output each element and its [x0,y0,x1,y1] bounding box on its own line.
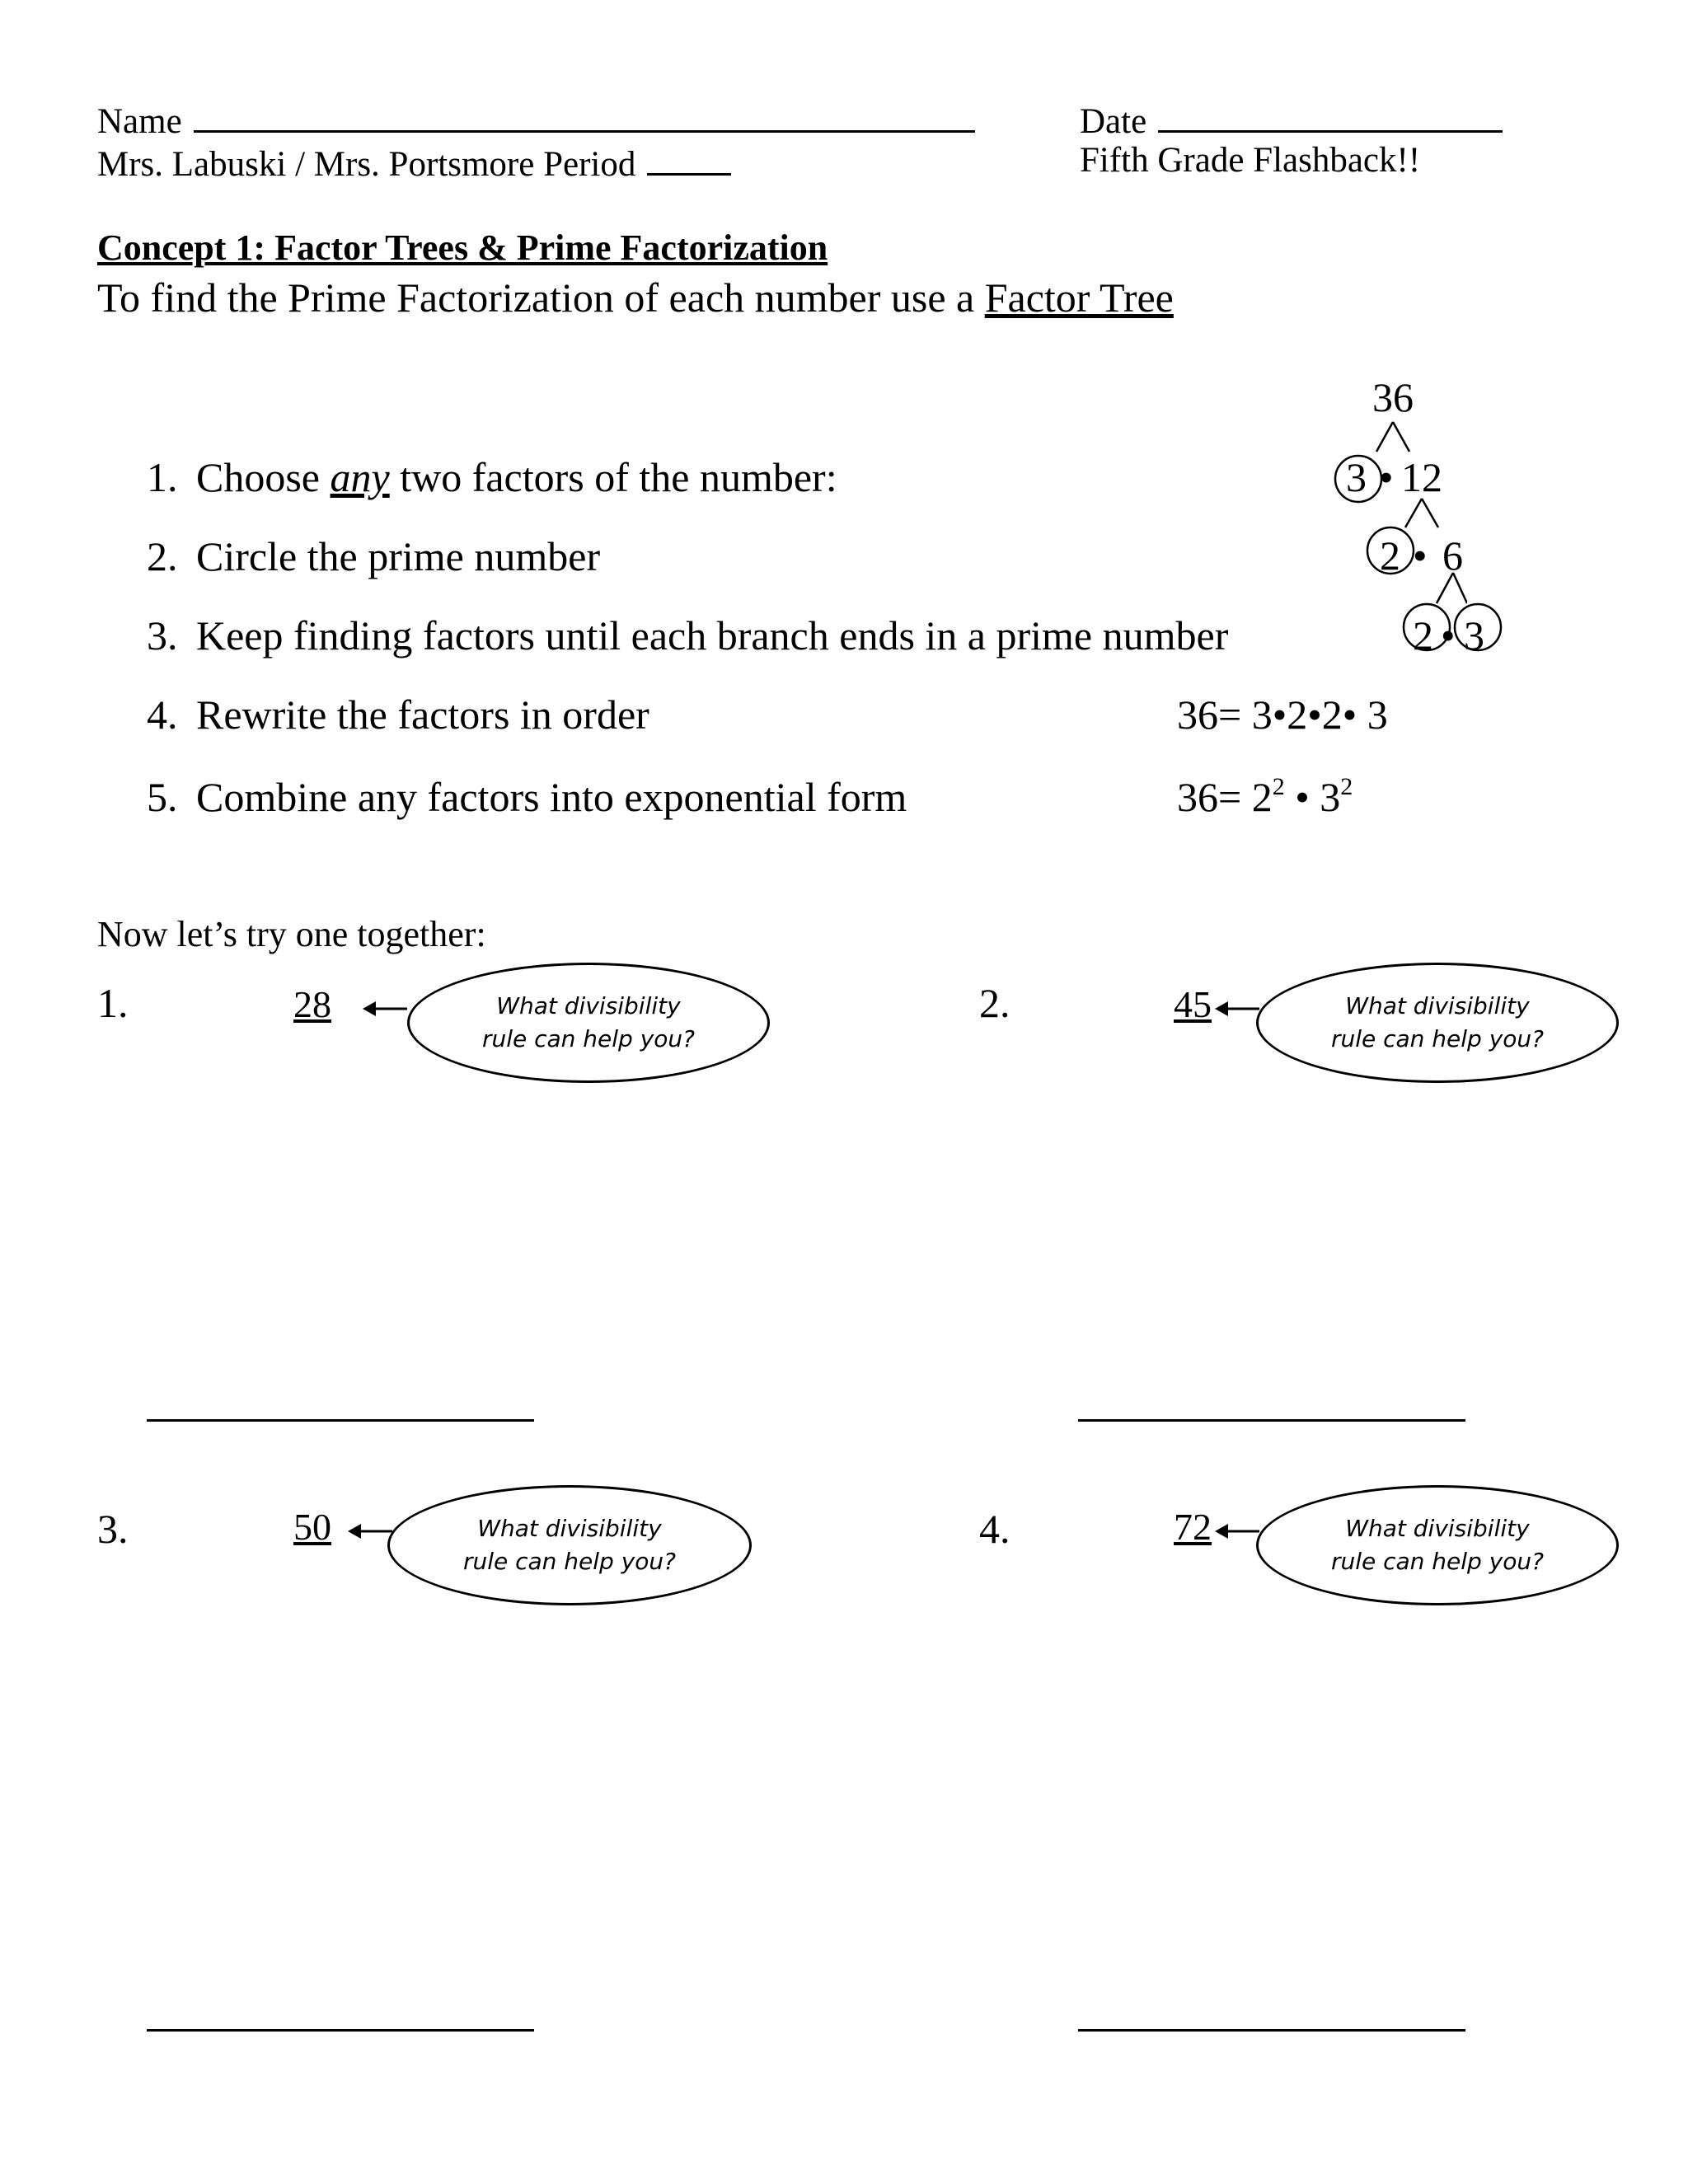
subtitle: Fifth Grade Flashback!! [1080,141,1421,180]
step-4: 4. Rewrite the factors in order [147,691,649,738]
arrow-left-icon [348,1521,394,1541]
together-label: Now let’s try one together: [97,914,486,954]
teachers-text: Mrs. Labuski / Mrs. Portsmore [97,145,535,184]
tree-l1-other: 12 [1401,454,1442,500]
factor-tree-term: Factor Tree [984,274,1174,321]
hint-oval-2: What divisibility rule can help you? [1256,963,1619,1083]
arrow-left-icon [1215,1521,1261,1541]
name-label: Name [97,102,182,141]
tree-l2-dot: • [1413,532,1428,579]
tree-l1-prime: 3 [1346,454,1367,500]
name-field [97,97,975,143]
teacher-period-line [97,140,731,185]
arrow-left-icon [1215,999,1261,1019]
problem-1-number: 1. [97,980,129,1026]
tree-l3-right: 3 [1464,612,1484,658]
problem-3-value: 50 [293,1506,331,1548]
hint-oval-1: What divisibility rule can help you? [407,963,770,1083]
date-label: Date [1080,102,1147,141]
arrow-left-icon [363,999,409,1019]
answer-line-1[interactable] [147,1419,534,1422]
name-blank[interactable] [194,97,975,133]
period-blank[interactable] [647,140,731,176]
intro-text [97,274,1174,321]
step-1-emphasis: any [330,454,390,500]
problem-2-value: 45 [1174,983,1212,1025]
intro-prefix: To find the Prime Factorization of each number use a [97,274,975,321]
date-field [1080,97,1503,143]
tree-l3-dot: • [1441,612,1456,658]
answer-line-4[interactable] [1078,2029,1465,2032]
exponential-form: $36= 2^2$ • $3^2$ [1177,773,1353,820]
concept-title: Concept 1: Factor Trees & Prime Factorization [97,227,828,268]
tree-root: 36 [1372,374,1414,420]
problem-3-number: 3. [97,1506,129,1552]
answer-line-2[interactable] [1078,1419,1465,1422]
problem-4-number: 4. [979,1506,1010,1552]
problem-4-value: 72 [1174,1506,1212,1548]
tree-l1-dot: • [1379,454,1394,500]
tree-l2-prime: 2 [1380,532,1400,579]
step-5: 5. Combine any factors into exponential form [147,774,907,820]
tree-l2-other: 6 [1442,532,1463,579]
step-3: 3. Keep finding factors until each branch ends in a prime number [147,612,1229,658]
problem-1-value: 28 [293,983,331,1025]
tree-l3-left: 2 [1413,612,1433,658]
hint-oval-4: What divisibility rule can help you? [1256,1485,1619,1605]
answer-line-3[interactable] [147,2029,534,2032]
period-label: Period [543,145,636,184]
ordered-factors: 36= 3•2•2• 3 [1177,691,1388,738]
problem-2-number: 2. [979,980,1010,1026]
hint-oval-3: What divisibility rule can help you? [387,1485,752,1605]
date-blank[interactable] [1158,97,1503,133]
step-1: 1. Choose any two factors of the number: [147,454,837,500]
step-2: 2. Circle the prime number [147,533,601,579]
